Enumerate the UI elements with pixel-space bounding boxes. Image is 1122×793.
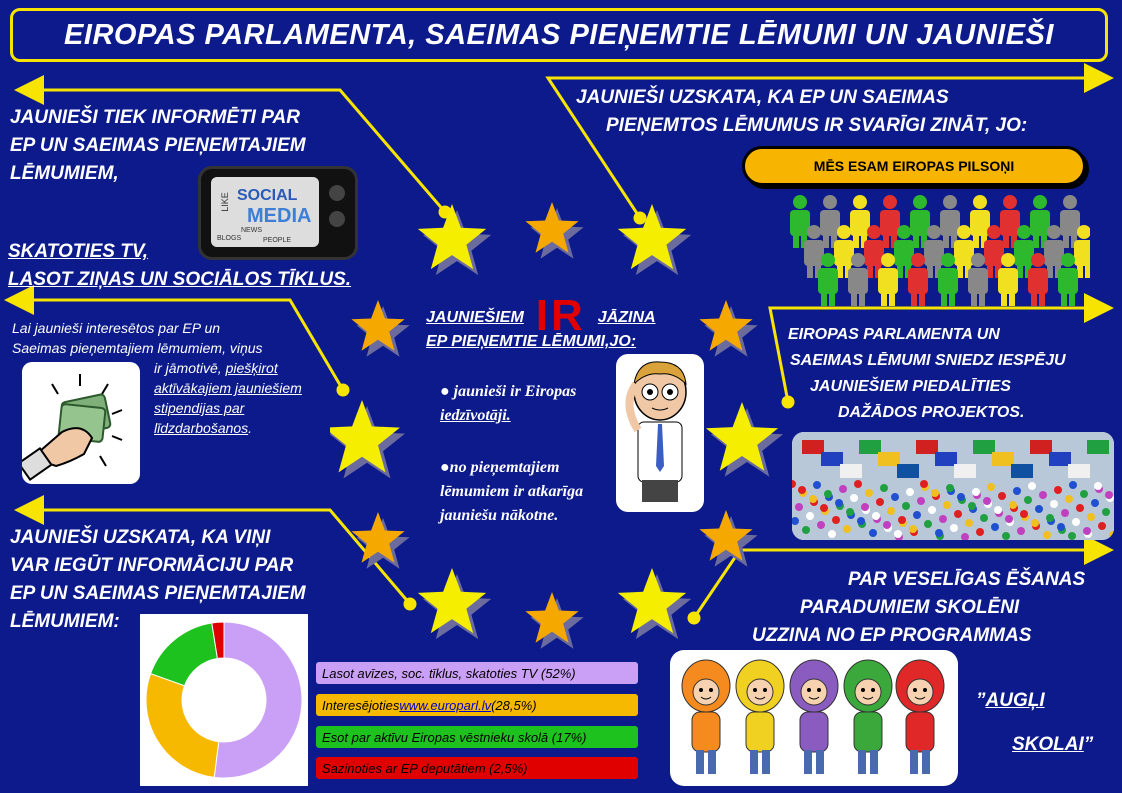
tv-word: PEOPLE: [263, 237, 292, 244]
person-icon: [1000, 195, 1020, 248]
crowd-dot: [880, 484, 888, 492]
crowd-dot: [850, 494, 858, 502]
crowd-dot: [1083, 527, 1091, 535]
left-mid-line: LASOT ZIŅAS UN SOCIĀLOS TĪKLUS.: [8, 269, 352, 290]
fruit-kids-illustration: [670, 650, 958, 786]
crowd-dot: [857, 517, 865, 525]
crowd-dot: [1050, 500, 1058, 508]
crowd-dot: [1031, 519, 1039, 527]
crowd-dot: [913, 511, 921, 519]
crowd-dot: [1017, 527, 1025, 535]
crowd-dot: [1098, 522, 1106, 530]
flag-icon: [935, 452, 957, 466]
crowd-dot: [946, 484, 954, 492]
thinking-boy-illustration: [616, 354, 704, 512]
crowd-dot: [935, 529, 943, 537]
crowd-dot: [998, 492, 1006, 500]
crowd-dot: [902, 502, 910, 510]
crowd-dot: [1039, 491, 1047, 499]
crowd-dot: [813, 481, 821, 489]
crowd-dot: [1065, 495, 1073, 503]
crowd-dot: [957, 493, 965, 501]
quote-mark: ”: [976, 690, 986, 711]
crowd-dot: [1043, 531, 1051, 539]
skolai-word: SKOLAI: [1012, 734, 1084, 755]
flag-icon: [916, 440, 938, 454]
center-bullet-1: [440, 380, 576, 428]
crowd-dot: [994, 506, 1002, 514]
person-icon: [1030, 195, 1050, 248]
tv-word: SOCIAL: [237, 187, 298, 204]
right-mid-line: DAŽĀDOS PROJEKTOS.: [838, 404, 1025, 421]
person-icon: [880, 195, 900, 248]
left-top-line: LĒMUMIEM,: [10, 163, 119, 184]
ir-word: IR: [535, 291, 586, 340]
money-hand-icon: [22, 362, 140, 484]
center-word: JĀZINA: [597, 309, 656, 326]
small-line: Saeimas pieņemtajiem lēmumiem, viņus: [12, 340, 263, 356]
europarl-link[interactable]: www.europarl.lv: [399, 697, 492, 713]
crowd-dot: [991, 523, 999, 531]
person-icon: [820, 195, 840, 248]
crowd-dot: [802, 526, 810, 534]
crowd-dot: [950, 524, 958, 532]
left-bottom-line: LĒMUMIEM:: [10, 611, 120, 632]
crowd-dot: [943, 501, 951, 509]
crowd-dot: [1080, 490, 1088, 498]
page-title: EIROPAS PARLAMENTA, SAEIMAS PIEŅEMTIE LĒMUMI UN JAUNIEŠI: [64, 18, 1054, 51]
left-bottom-line: VAR IEGŪT INFORMĀCIJU PAR: [10, 555, 294, 576]
tv-word: MEDIA: [247, 205, 312, 227]
flag-icon: [1030, 440, 1052, 454]
crowd-dot: [1054, 486, 1062, 494]
small-text: līdzdarbošanos: [154, 420, 249, 436]
left-mid-text: [8, 238, 351, 294]
legend-item-3: [316, 726, 638, 748]
small-line: Lai jaunieši interesētos par EP un: [12, 320, 221, 336]
crowd-dot: [968, 502, 976, 510]
legend-label: Interesējoties: [322, 697, 400, 713]
flag-icon: [973, 440, 995, 454]
crowd-dot: [965, 519, 973, 527]
right-mid-line: EIROPAS PARLAMENTA UN: [788, 326, 1000, 343]
flag-icon: [1049, 452, 1071, 466]
center-heading: [426, 291, 656, 354]
person-icon: [850, 195, 870, 248]
crowd-dot: [1076, 504, 1084, 512]
crowd-dot: [1046, 514, 1054, 522]
right-bottom-line: PARADUMIEM SKOLĒNI: [800, 597, 1020, 618]
crowd-dot: [1009, 501, 1017, 509]
crowd-dot: [820, 504, 828, 512]
bullet-line: ●no pieņemtajiem: [440, 459, 560, 476]
flag-icon: [1087, 440, 1109, 454]
crowd-dot: [846, 508, 854, 516]
crowd-dot: [1057, 523, 1065, 531]
legend-item-2: [316, 694, 638, 716]
crowd-dot: [795, 503, 803, 511]
crowd-dot: [798, 486, 806, 494]
crowd-dot: [1061, 509, 1069, 517]
crowd-dot: [1020, 510, 1028, 518]
legend-label: (28,5%): [491, 697, 537, 713]
small-text: ir jāmotivē,: [154, 360, 226, 376]
crowd-dot: [987, 483, 995, 491]
crowd-dot: [861, 503, 869, 511]
flag-icon: [897, 464, 919, 478]
flag-icon: [840, 464, 862, 478]
crowd-dot: [920, 480, 928, 488]
left-bottom-line: EP UN SAEIMAS PIEŅEMTAJIEM: [10, 583, 306, 604]
fruit-kid-icon: [736, 660, 784, 774]
tv-word: BLOGS: [217, 235, 242, 242]
person-icon: [910, 195, 930, 248]
legend-label: Lasot avīzes, soc. tīklus, skatoties TV (52%): [322, 665, 576, 681]
crowd-dot: [909, 525, 917, 533]
crowd-dot: [1072, 518, 1080, 526]
crowd-dot: [891, 493, 899, 501]
crowd-dot: [1028, 482, 1036, 490]
crowd-dot: [1105, 491, 1113, 499]
flag-icon: [992, 452, 1014, 466]
crowd-dot: [1002, 532, 1010, 540]
flag-icon: [859, 440, 881, 454]
small-line: [154, 358, 302, 378]
right-mid-line: JAUNIEŠIEM PIEDALĪTIES: [810, 378, 1011, 395]
left-top-line: JAUNIEŠI TIEK INFORMĒTI PAR: [10, 107, 300, 128]
crowd-dot: [980, 514, 988, 522]
crowd-dot: [828, 530, 836, 538]
donut-chart: [140, 614, 308, 786]
right-bottom-text: [752, 566, 1086, 650]
right-bottom-line: UZZINA NO EP PROGRAMMAS: [752, 625, 1032, 646]
crowd-dot: [865, 489, 873, 497]
legend-label: Sazinoties ar EP deputātiem (2,5%): [322, 760, 528, 776]
crowd-dot: [887, 507, 895, 515]
augli-skolai-line2: [1012, 734, 1093, 756]
right-bottom-line: PAR VESELĪGAS ĒŠANAS: [848, 569, 1086, 590]
crowd-dot: [983, 497, 991, 505]
tv-word: LIKE: [219, 192, 230, 212]
crowd-dot: [872, 512, 880, 520]
right-mid-line: SAEIMAS LĒMUMI SNIEDZ IESPĒJU: [790, 352, 1066, 369]
crowd-dot: [917, 497, 925, 505]
crowd-dot: [876, 498, 884, 506]
flag-icon: [1068, 464, 1090, 478]
augli-skolai-line1: [976, 690, 1045, 712]
crowd-dot: [1102, 508, 1110, 516]
small-line: aktīvākajiem jauniešiem: [154, 380, 302, 396]
thinking-boy-image: [616, 354, 704, 512]
left-top-line: EP UN SAEIMAS PIEŅEMTAJIEM: [10, 135, 306, 156]
crowd-dot: [954, 510, 962, 518]
person-icon: [970, 195, 990, 248]
left-small-text-top: [12, 318, 263, 358]
crowd-dot: [806, 512, 814, 520]
donut-slice: [214, 622, 302, 778]
right-top-line: PIEŅEMTOS LĒMUMUS IR SVARĪGI ZINĀT, JO:: [606, 115, 1028, 136]
bullet-line: jauniešu nākotne.: [440, 507, 559, 524]
small-line: stipendijas par: [154, 400, 245, 416]
bullet-line: iedzīvotāji.: [440, 407, 511, 424]
tv-knob-icon: [329, 185, 345, 201]
crowd-dot: [924, 520, 932, 528]
bullet-line: ● jaunieši ir Eiropas: [440, 383, 577, 400]
left-mid-line: SKATOTIES TV,: [8, 241, 149, 262]
quote-mark: ”: [1083, 734, 1094, 755]
crowd-dot: [1087, 513, 1095, 521]
crowd-dot: [906, 488, 914, 496]
center-bullet-2: [440, 456, 583, 528]
tv-word: NEWS: [241, 227, 262, 234]
center-line1: [426, 291, 656, 340]
crowd-dot: [1024, 496, 1032, 504]
crowd-dot: [1068, 532, 1076, 540]
small-line: [154, 418, 302, 438]
crowd-photo: [792, 432, 1114, 540]
tv-knob-icon: [329, 211, 345, 227]
crowd-dot: [1005, 515, 1013, 523]
person-icon: [790, 195, 810, 248]
left-bottom-line: JAUNIEŠI UZSKATA, KA VIŅI: [10, 527, 271, 548]
crowd-dot: [1013, 487, 1021, 495]
flag-icon: [954, 464, 976, 478]
flag-icon: [1011, 464, 1033, 478]
fruit-kid-icon: [844, 660, 892, 774]
person-icon: [940, 195, 960, 248]
small-text: .: [248, 420, 253, 436]
crowd-dot: [931, 489, 939, 497]
crowd-dot: [928, 506, 936, 514]
fruit-kid-icon: [682, 660, 730, 774]
bullet-line: lēmumiem ir atkarīga: [440, 483, 584, 500]
crowd-flags-image: [792, 432, 1114, 540]
people-crowd-image: [780, 190, 1090, 310]
crowd-dot: [1069, 481, 1077, 489]
crowd-dot: [898, 516, 906, 524]
person-icon: [1060, 195, 1080, 248]
crowd-dot: [1094, 482, 1102, 490]
legend-label: Esot par aktīvu Eiropas vēstnieku skolā (17%): [322, 729, 587, 745]
small-text: piešķirot: [225, 360, 278, 376]
right-top-line: JAUNIEŠI UZSKATA, KA EP UN SAEIMAS: [576, 87, 949, 108]
crowd-dot: [835, 499, 843, 507]
center-line2: EP PIEŅEMTIE LĒMUMI,JO:: [426, 333, 637, 350]
crowd-dot: [1091, 499, 1099, 507]
crowd-dot: [843, 525, 851, 533]
fruit-kid-icon: [896, 660, 944, 774]
flag-icon: [821, 452, 843, 466]
crowd-dot: [869, 529, 877, 537]
crowd-dot: [1035, 505, 1043, 513]
donut-slice: [151, 623, 218, 686]
crowd-dot: [883, 521, 891, 529]
crowd-dot: [894, 530, 902, 538]
tv-screen: [211, 177, 319, 247]
crowd-dot: [817, 521, 825, 529]
money-hand-image: [22, 362, 140, 484]
flag-icon: [878, 452, 900, 466]
crowd-dot: [976, 528, 984, 536]
eu-citizens-pill: MĒS ESAM EIROPAS PILSOŅI: [742, 146, 1086, 186]
augli-word: AUGĻI: [985, 690, 1045, 711]
crowd-dot: [939, 515, 947, 523]
legend-item-4: [316, 757, 638, 779]
crowd-dot: [839, 485, 847, 493]
crowd-dot: [824, 490, 832, 498]
crowd-dot: [972, 488, 980, 496]
flag-icon: [802, 440, 824, 454]
fruit-kids-image: [670, 650, 958, 786]
right-mid-text: [788, 322, 1066, 426]
donut-chart-box: [140, 614, 308, 786]
crowd-dot: [832, 516, 840, 524]
left-small-text-bottom: [154, 358, 302, 438]
crowd-dot: [809, 495, 817, 503]
right-top-text: [576, 84, 1106, 140]
crowd-dot: [854, 480, 862, 488]
center-word: JAUNIEŠIEM: [426, 309, 524, 326]
legend-item-1: [316, 662, 638, 684]
donut-slice: [146, 674, 219, 778]
fruit-kid-icon: [790, 660, 838, 774]
